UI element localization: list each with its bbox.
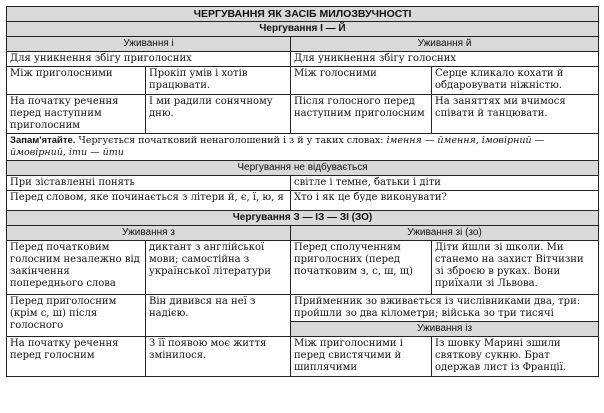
y-purpose: Для уникнення збігу голосних [291, 52, 599, 67]
i-cond-1: Між приголосними [7, 67, 146, 95]
zi-example-1: Діти йшли зі школи. Ми станемо на захист Вітчизни зі зброєю в руках. Вони приїхали зі Львова. [432, 241, 599, 295]
i-cond-2: На початку речення перед наступним приголосним [7, 95, 146, 134]
i-example-2: І ми радили сонячному дню. [146, 95, 291, 134]
note [7, 134, 599, 161]
zi-use-heading: Уживання зі (зо) [291, 226, 599, 241]
z-heading: Чергування З — ІЗ — ЗІ (ЗО) [7, 211, 599, 226]
zi-cond-1: Перед сполученням приголосних (перед початковим з, с, ш, щ) [291, 241, 432, 295]
table-title: ЧЕРГУВАННЯ ЯК ЗАСІБ МИЛОЗВУЧНОСТІ [7, 7, 599, 22]
iz-cond: Між приголосними і перед свистячими й шиплячими [291, 337, 432, 377]
i-example-1: Прокіп умів і хотів працювати. [146, 67, 291, 95]
i-purpose: Для уникнення збігу приголосних [7, 52, 291, 67]
note-label: Запам'ятайте. [10, 135, 76, 146]
alternation-table [6, 6, 599, 377]
i-y-heading: Чергування І — Й [7, 22, 599, 37]
z-cond-1: Перед початковим голосним незалежно від закінчення попереднього слова [7, 241, 146, 295]
no-alt-example-2: Хто і як це буде виконувати? [291, 191, 599, 211]
z-example-2: Він дивився на неї з надією. [146, 295, 291, 337]
z-cond-3: На початку речення перед голосним [7, 337, 146, 377]
y-cond-2: Після голосного перед наступним приголосним [291, 95, 432, 134]
y-example-1: Серце кликало кохати й обдаровувати ніжністю. [432, 67, 599, 95]
note-words: імення — ймення, імовірний — ймовірний, іти — йти [10, 135, 545, 158]
z-use-heading: Уживання з [7, 226, 291, 241]
iz-example: Із шовку Марині зшили святкову сукню. Брат одержав лист із Франції. [432, 337, 599, 377]
z-cond-2: Перед приголосним (крім с, ш) після голосного [7, 295, 146, 337]
zo-rule: Прийменник зо вживається із числівниками два, три: пройшли зо два кілометри; війська зо три тисячі [291, 295, 599, 322]
no-alt-cond-2: Перед словом, яке починається з літери й, є, ї, ю, я [7, 191, 291, 211]
i-use-heading: Уживання і [7, 37, 291, 52]
z-example-1: диктант з англійської мови; самостійна з української літератури [146, 241, 291, 295]
no-alt-example-1: світле і темне, батьки і діти [291, 176, 599, 191]
z-example-3: З її появою моє життя змінилося. [146, 337, 291, 377]
no-alt-cond-1: При зіставленні понять [7, 176, 291, 191]
y-use-heading: Уживання й [291, 37, 599, 52]
note-text: Чергується початковий ненаголошений і з й у таких словах: [78, 135, 384, 146]
y-cond-1: Між голосними [291, 67, 432, 95]
iz-use-heading: Уживання із [291, 322, 599, 337]
y-example-2: На заняттях ми вчимося співати й танцювати. [432, 95, 599, 134]
no-alternation-heading: Чергування не відбувається [7, 161, 599, 176]
